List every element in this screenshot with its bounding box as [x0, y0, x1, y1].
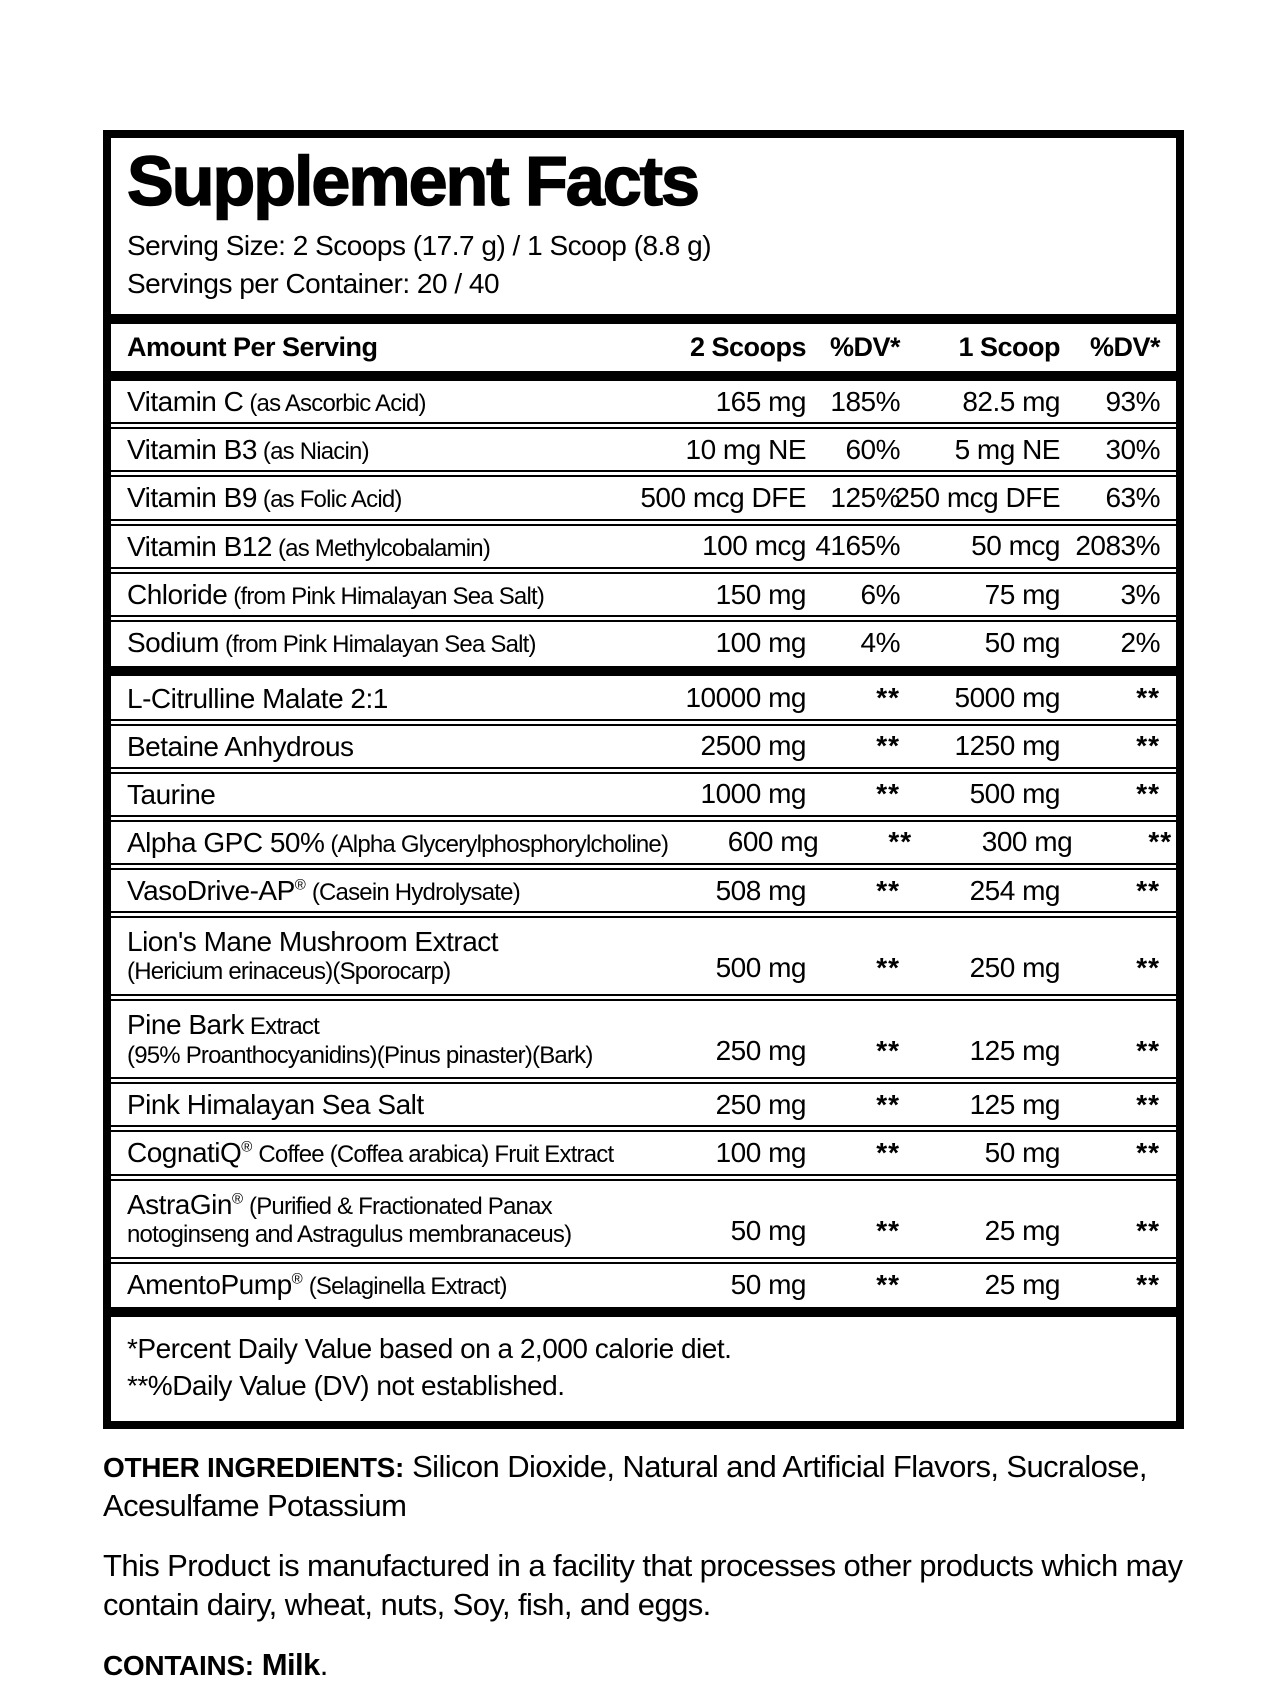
dv-1scoop: ** [1136, 1035, 1160, 1067]
amount-1scoop: 50 mg [984, 1137, 1060, 1169]
amount-1scoop: 125 mg [969, 1088, 1060, 1120]
ingredient-name [127, 682, 656, 715]
ingredient-name [127, 433, 656, 466]
ingredient-name [127, 626, 656, 659]
dv-2scoops: ** [876, 1214, 900, 1246]
dv-2scoops: ** [876, 1088, 900, 1120]
table-row [111, 911, 1176, 994]
ingredient-name [127, 925, 656, 987]
ingredient-name [127, 1136, 656, 1169]
ingredient-name [127, 778, 656, 811]
ingredient-name-line1 [127, 874, 656, 907]
header-amount-per-serving: Amount Per Serving [127, 331, 378, 362]
dv-2scoops: ** [876, 730, 900, 762]
amount-2scoops: 10000 mg [685, 682, 806, 714]
registered-trademark-symbol: ® [291, 1270, 303, 1288]
registered-trademark-symbol: ® [294, 876, 306, 894]
amount-1scoop: 50 mg [984, 627, 1060, 659]
divider-bar-section [111, 666, 1176, 676]
ingredient-name-line1 [127, 530, 656, 563]
amount-1scoop: 500 mg [969, 778, 1060, 810]
ingredient-note: (Casein Hydrolysate) [311, 879, 520, 907]
dv-2scoops: ** [876, 952, 900, 984]
ingredient-note: (as Methylcobalamin) [277, 534, 491, 562]
ingredient-note: (as Folic Acid) [262, 486, 402, 514]
ingredient-name-line1 [127, 682, 656, 715]
ingredient-name-line1 [127, 385, 656, 418]
ingredient-main-name: Vitamin B9 [127, 482, 257, 514]
ingredient-main-name: Chloride [127, 579, 228, 611]
amount-2scoops: 50 mg [730, 1268, 806, 1300]
amount-1scoop: 250 mcg DFE [894, 482, 1060, 514]
table-row [111, 615, 1176, 663]
header-1scoop: 1 Scoop [958, 331, 1060, 362]
amount-1scoop: 1250 mg [954, 730, 1060, 762]
table-header-row [111, 324, 1176, 371]
dv-2scoops: ** [876, 1268, 900, 1300]
table-row [111, 1125, 1176, 1173]
ingredient-name [127, 874, 656, 907]
divider-bar-footnotes [111, 1307, 1176, 1317]
amount-2scoops: 508 mg [715, 874, 806, 906]
contains-period: . [319, 1646, 328, 1682]
table-row [111, 719, 1176, 767]
header-dv1: %DV* [1089, 331, 1160, 362]
amount-1scoop: 75 mg [984, 578, 1060, 610]
other-ingredients [103, 1447, 1188, 1526]
amount-2scoops: 100 mg [715, 627, 806, 659]
ingredient-main-name: L-Citrulline Malate 2:1 [127, 682, 388, 714]
ingredient-name-line1 [127, 1136, 656, 1169]
ingredient-note: (from Pink Himalayan Sea Salt) [224, 631, 536, 659]
amount-2scoops: 1000 mg [700, 778, 806, 810]
ingredient-name [127, 1268, 656, 1301]
table-row [111, 422, 1176, 470]
contains-statement [103, 1645, 1188, 1684]
amount-1scoop: 25 mg [984, 1214, 1060, 1246]
dv-1scoop: ** [1136, 1137, 1160, 1169]
ingredient-main-name: Sodium [127, 627, 219, 659]
ingredient-name-line1 [127, 481, 656, 514]
dv-1scoop: ** [1136, 730, 1160, 762]
dv-1scoop: 3% [1120, 578, 1160, 610]
dv-1scoop: 30% [1105, 433, 1160, 465]
table-row [111, 863, 1176, 911]
dv-2scoops: ** [888, 826, 913, 858]
ingredient-main-name: Alpha GPC 50% [127, 826, 325, 858]
ingredient-name [127, 730, 656, 763]
ingredient-note: (as Niacin) [262, 438, 369, 466]
dv-1scoop: ** [1136, 1214, 1160, 1246]
dv-1scoop: ** [1136, 952, 1160, 984]
facility-notice: This Product is manufactured in a facility that processes other products which may contain dairy, wheat, nuts, Soy, fish, and eggs. [103, 1547, 1183, 1623]
dv-1scoop: 63% [1105, 482, 1160, 514]
ingredient-main-name: Vitamin C [127, 385, 244, 417]
amount-1scoop: 25 mg [984, 1268, 1060, 1300]
serving-size-line: Serving Size: 2 Scoops (17.7 g) / 1 Scoop (8.8 g) [127, 230, 712, 262]
amount-2scoops: 100 mg [715, 1137, 806, 1169]
amount-2scoops: 150 mg [715, 578, 806, 610]
dv-2scoops: 6% [860, 578, 900, 610]
dv-1scoop: ** [1136, 1268, 1160, 1300]
ingredient-main-name: Taurine [127, 778, 216, 810]
ingredient-name [127, 826, 668, 859]
dv-1scoop: 93% [1105, 385, 1160, 417]
amount-1scoop: 82.5 mg [962, 385, 1060, 417]
dv-2scoops: 185% [830, 385, 900, 417]
other-ingredients-label: OTHER INGREDIENTS: [103, 1452, 405, 1484]
dv-2scoops: 125% [830, 482, 900, 514]
panel-title: Supplement Facts [127, 142, 698, 220]
contains-label: CONTAINS: [103, 1649, 254, 1681]
ingredient-main-name: CognatiQ [127, 1137, 242, 1169]
amount-1scoop: 254 mg [969, 874, 1060, 906]
below-panel-text [103, 1447, 1188, 1684]
ingredient-name-line1 [127, 826, 668, 859]
ingredient-note: (Purified & Fractionated Panax [249, 1192, 552, 1220]
table-row [111, 994, 1176, 1077]
ingredient-main-name: Betaine Anhydrous [127, 730, 354, 762]
table-section [111, 678, 1176, 1305]
ingredient-name-line2: notoginseng and Astragulus membranaceus) [127, 1221, 572, 1249]
ingredient-rows [111, 381, 1176, 1305]
registered-trademark-symbol: ® [231, 1190, 243, 1208]
amount-1scoop: 5000 mg [954, 682, 1060, 714]
ingredient-name [127, 530, 656, 563]
ingredient-name [127, 1088, 656, 1121]
dv-1scoop: ** [1136, 682, 1160, 714]
ingredient-main-name: Pink Himalayan Sea Salt [127, 1089, 424, 1121]
dv-1scoop: ** [1136, 874, 1160, 906]
amount-1scoop: 125 mg [969, 1035, 1060, 1067]
amount-1scoop: 250 mg [969, 952, 1060, 984]
ingredient-note: (Alpha Glycerylphosphorylcholine) [330, 830, 669, 858]
footnotes [111, 1319, 1176, 1421]
ingredient-name-line2: (95% Proanthocyanidins)(Pinus pinaster)(Bark) [127, 1041, 593, 1069]
amount-2scoops: 165 mg [715, 385, 806, 417]
table-row [111, 567, 1176, 615]
ingredient-name-line1 [127, 626, 656, 659]
dv-2scoops: ** [876, 1137, 900, 1169]
table-row [111, 1077, 1176, 1125]
ingredient-note: (as Ascorbic Acid) [249, 389, 426, 417]
registered-trademark-symbol: ® [241, 1139, 253, 1157]
table-row [111, 1257, 1176, 1305]
ingredient-main-name: Vitamin B3 [127, 434, 257, 466]
ingredient-name-line1 [127, 1008, 656, 1041]
ingredient-note: (from Pink Himalayan Sea Salt) [233, 583, 545, 611]
dv-2scoops: ** [876, 874, 900, 906]
table-row [111, 519, 1176, 567]
ingredient-note: Coffee (Coffea arabica) Fruit Extract [258, 1141, 614, 1169]
ingredient-name [127, 481, 656, 514]
ingredient-name [127, 1008, 656, 1070]
footnote-dv: *Percent Daily Value based on a 2,000 calorie diet. [127, 1333, 732, 1365]
divider-bar-header [111, 371, 1176, 381]
dv-1scoop: 2% [1120, 627, 1160, 659]
servings-per-container-line: Servings per Container: 20 / 40 [127, 267, 500, 299]
dv-1scoop: ** [1136, 1088, 1160, 1120]
footnote-dv-not-established: **%Daily Value (DV) not established. [127, 1370, 565, 1402]
dv-2scoops: ** [876, 682, 900, 714]
table-row [111, 767, 1176, 815]
amount-2scoops: 10 mg NE [685, 433, 806, 465]
ingredient-name-line1 [127, 1268, 656, 1301]
ingredient-name [127, 1188, 656, 1250]
supplement-facts-panel [103, 130, 1184, 1429]
ingredient-main-name: Lion's Mane Mushroom Extract [127, 926, 499, 958]
ingredient-name-line1 [127, 1088, 656, 1121]
dv-2scoops: 60% [845, 433, 900, 465]
table-row [111, 1174, 1176, 1257]
table-row [111, 381, 1176, 422]
ingredient-name-line2: (Hericium erinaceus)(Sporocarp) [127, 958, 451, 986]
amount-2scoops: 2500 mg [700, 730, 806, 762]
table-row [111, 678, 1176, 719]
dv-2scoops: ** [876, 778, 900, 810]
amount-2scoops: 500 mcg DFE [640, 482, 806, 514]
amount-1scoop: 300 mg [981, 826, 1073, 858]
ingredient-main-name: AstraGin [127, 1188, 232, 1220]
dv-1scoop: 2083% [1075, 530, 1160, 562]
table-row [111, 470, 1176, 518]
ingredient-name-line1 [127, 925, 656, 958]
ingredient-name-line1 [127, 1188, 656, 1221]
ingredient-name [127, 578, 656, 611]
title-block [111, 138, 1176, 314]
dv-1scoop: ** [1136, 778, 1160, 810]
amount-2scoops: 50 mg [730, 1214, 806, 1246]
ingredient-note: (Selaginella Extract) [308, 1272, 507, 1300]
ingredient-main-name: VasoDrive-AP [127, 875, 295, 907]
amount-2scoops: 500 mg [715, 952, 806, 984]
header-2scoops: 2 Scoops [689, 331, 806, 362]
amount-2scoops: 250 mg [715, 1088, 806, 1120]
ingredient-name-line1 [127, 730, 656, 763]
table-row [111, 815, 1176, 863]
ingredient-note: Extract [249, 1013, 319, 1041]
amount-2scoops: 250 mg [715, 1035, 806, 1067]
ingredient-name-line1 [127, 433, 656, 466]
ingredient-name [127, 385, 656, 418]
header-dv2: %DV* [829, 331, 900, 362]
amount-1scoop: 5 mg NE [954, 433, 1060, 465]
ingredient-main-name: Vitamin B12 [127, 530, 272, 562]
dv-1scoop: ** [1148, 826, 1173, 858]
ingredient-name-line1 [127, 578, 656, 611]
dv-2scoops: ** [876, 1035, 900, 1067]
dv-2scoops: 4% [860, 627, 900, 659]
ingredient-main-name: AmentoPump [127, 1268, 292, 1300]
ingredient-name-line1 [127, 778, 656, 811]
amount-1scoop: 50 mcg [971, 530, 1060, 562]
table-section [111, 381, 1176, 664]
other-ingredients-text: Silicon Dioxide, Natural and Artificial Flavors, Sucralose, Acesulfame Potassium [103, 1449, 1147, 1524]
divider-bar-top [111, 314, 1176, 324]
contains-value: Milk [253, 1646, 320, 1682]
dv-2scoops: 4165% [815, 530, 900, 562]
ingredient-main-name: Pine Bark [127, 1009, 244, 1041]
amount-2scoops: 600 mg [727, 826, 819, 858]
amount-2scoops: 100 mcg [702, 530, 806, 562]
